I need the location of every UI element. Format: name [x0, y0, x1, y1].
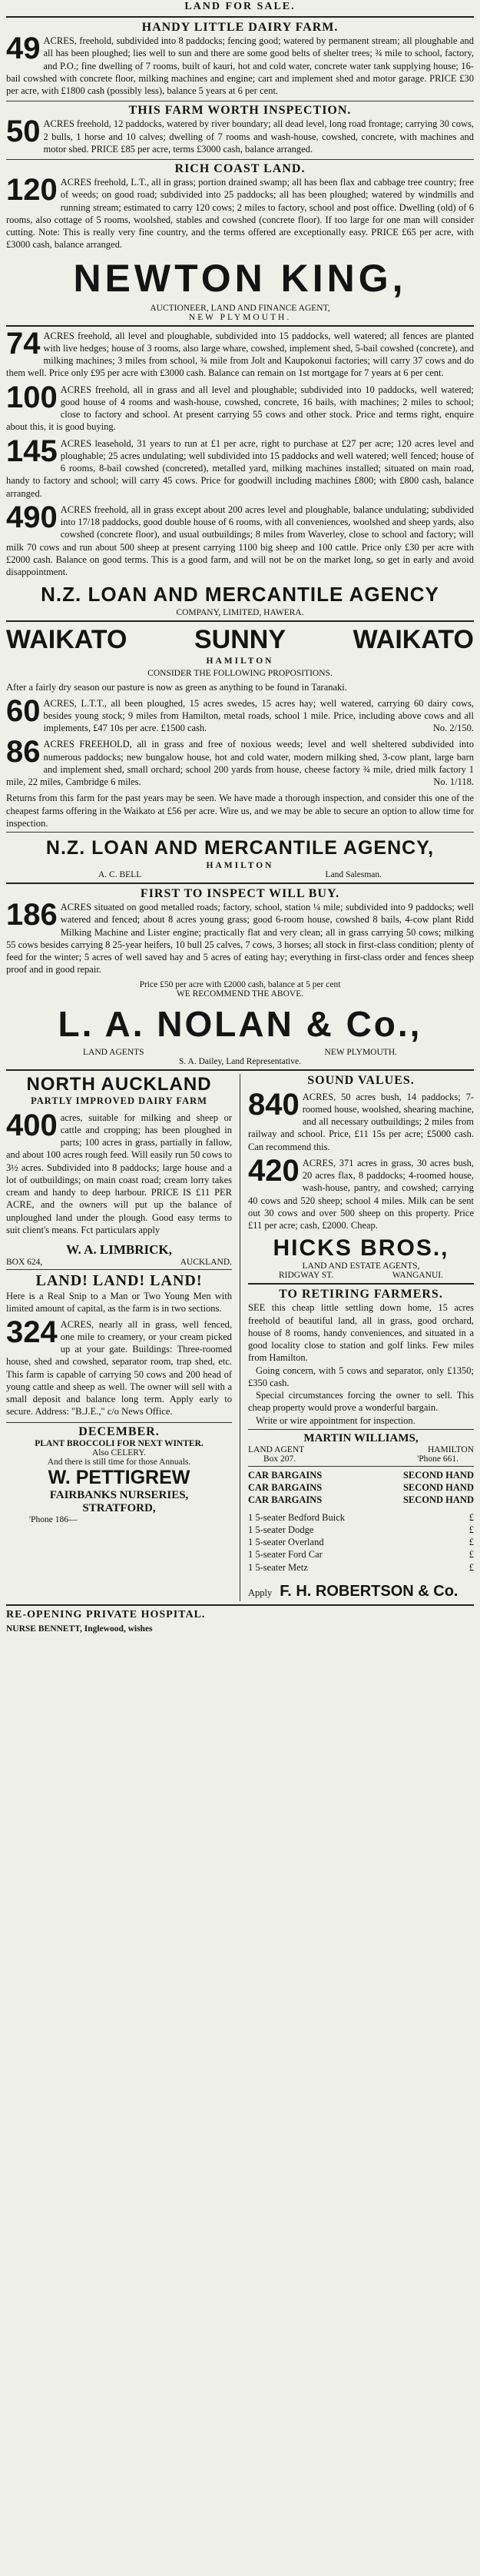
advertiser-line — [6, 1048, 474, 1057]
bargain-label: CAR BARGAINS — [248, 1469, 323, 1481]
left-column — [6, 1074, 232, 1601]
advertiser-town: WANGANUI. — [392, 1271, 443, 1281]
bargain-label: SECOND HAND — [402, 1482, 474, 1493]
lot-listing — [6, 115, 474, 155]
lot-listing — [6, 173, 474, 251]
car-price: £ — [468, 1524, 474, 1535]
ad-line: PLANT BROCCOLI FOR NEXT WINTER. — [35, 1438, 204, 1448]
divider — [6, 1069, 474, 1071]
ad-retiring — [248, 1288, 474, 1427]
ad-heading: SOUND VALUES. — [307, 1073, 415, 1087]
ad-title: NORTH AUCKLAND — [26, 1073, 212, 1095]
ad-closing: Returns from this farm for the past years may be seen. We have made a thorough inspection, and consider this one of the cheapest farms offering in the Waikato at £56 per acre. Wire us, and we may be able to secure an option to allow time for inspection. — [6, 793, 474, 829]
car-label: 1 5-seater Metz — [248, 1561, 308, 1573]
agent-city: AUCKLAND. — [180, 1258, 232, 1267]
ad-heading: RICH COAST LAND. — [174, 162, 306, 175]
lot-text: acres, suitable for milking and sheep or cattle and cropping; has been ploughed in parts; 100 acres in grass, partially in fallow, and about 100 acres rough feed. Will easily run 50 cows to 3½ acres. Subdivided into 8 paddocks; large house and a lot of outbuildings; on main coast road; cream lorry takes cream and handy to deep harbour. PRICE IS £11 PER ACRE, and the owners will put up the balance of unploughed land under the plough. Good easy terms to suit client's means. Fct particulars apply — [6, 1112, 232, 1235]
ad-line: And there is still time for those Annuals. — [47, 1457, 191, 1467]
lot-listing — [6, 500, 474, 579]
agent-address — [6, 1258, 232, 1267]
car-label: 1 5-seater Overland — [248, 1537, 324, 1547]
ad-heading: THIS FARM WORTH INSPECTION. — [128, 104, 352, 118]
ad-heading: RE-OPENING PRIVATE HOSPITAL. — [6, 1608, 206, 1620]
masthead: LAND FOR SALE. — [184, 1, 296, 12]
lot-number: 86 — [6, 735, 41, 769]
ad-worth-inspection — [6, 104, 474, 155]
ad-text — [248, 1301, 474, 1364]
lot-ref: No. 2/150. — [432, 723, 474, 733]
advertiser-contact — [248, 1454, 474, 1464]
ad-text: NURSE BENNETT, Inglewood, wishes — [6, 1624, 153, 1634]
advertiser-name: N.Z. LOAN AND MERCANTILE AGENCY, — [45, 837, 435, 859]
advertiser-name: MARTIN WILLIAMS, — [303, 1431, 419, 1444]
lot-text: ACRES FREEHOLD, all in grass and free of noxious weeds; level and well sheltered subdivided into numerous paddocks; new bungalow house, hot and cold water, modern milking shed, 3-cow plant, large barn and implement shed, small orchard; school 200 yards from house, cheese factory ¾ mile, dried milk factory 1 mile, 22 miles, Cambridge 6 miles. — [6, 739, 474, 787]
advertiser-phone: 'Phone 186— — [29, 1514, 78, 1524]
bargain-label: SECOND HAND — [402, 1469, 474, 1481]
lot-listing — [248, 1087, 474, 1153]
ad-heading: LAND! LAND! LAND! — [35, 1272, 203, 1289]
banner-word: WAIKATO — [353, 625, 474, 655]
advertiser-town: NEW PLYMOUTH. — [324, 1047, 397, 1057]
lot-number: 120 — [6, 173, 58, 207]
advertiser-role: LAND AGENT — [248, 1444, 305, 1454]
lot-text: ACRES, 50 acres bush, 14 paddocks; 7-roomed house, woolshed, shearing machine, and all necessary outbuildings; 2 miles from railway and school. Price, £11 15s per acre; £5000 cash. Can recommend this. — [248, 1091, 474, 1152]
lot-number: 50 — [6, 115, 41, 149]
banner-word: WAIKATO — [6, 625, 127, 655]
bargain-label: CAR BARGAINS — [248, 1494, 323, 1506]
divider — [248, 1466, 474, 1467]
advertiser-rep: S. A. Dailey, Land Representative. — [179, 1056, 301, 1066]
ad-martin-williams — [248, 1432, 474, 1464]
dealer-line — [248, 1581, 474, 1601]
agent-name: W. A. LIMBRICK, — [66, 1242, 172, 1257]
advertiser-name: NEWTON KING, — [73, 256, 407, 300]
lot-text: ACRES, 371 acres in grass, 30 acres bush, 20 acres flax, 8 paddocks; 4-roomed house, wash-house, pantry, and cowshed; carrying 40 cows and 520 sheep; school 4 miles. Milk can be sent out 30 cows and over 500 sheep on this property. Price £11 per acre; cash, £2000. Cheap. — [248, 1157, 474, 1231]
ad-hicks — [248, 1235, 474, 1280]
ad-intro: Here is a Real Snip to a Man or Two Young Men with limited amount of capital, as the farm is in two sections. — [6, 1291, 232, 1315]
car-price: £ — [468, 1549, 474, 1561]
advertiser-name: HICKS BROS., — [273, 1235, 449, 1261]
advertiser-firm: FAIRBANKS NURSERIES, — [49, 1488, 189, 1501]
dealer-name: F. H. ROBERTSON & Co. — [280, 1582, 458, 1600]
advertiser-town: HAMILTON — [427, 1444, 474, 1454]
ad-line: Also CELERY. — [91, 1448, 147, 1458]
advertiser-name: W. PETTIGREW — [48, 1466, 190, 1488]
ad-nz-loan-hamilton — [6, 837, 474, 879]
ad-heading: DECEMBER. — [78, 1424, 160, 1438]
car-line — [248, 1511, 474, 1524]
advertiser-address — [248, 1271, 474, 1280]
lot-text: ACRES leasehold, 31 years to run at £1 per acre, right to purchase at £27 per acre; 120 acres level and ploughable; 25 acres undulating; well subdivided into 15 paddocks and well watered; well fenced; house of 6 rooms, 8-bail cowshed (concreted), metalled yard, milking machines installed; situated on main road, handy to factory and school; will carry 45 cows. Price for goodwill including machines £800; with £800 cash, balance arranged. — [6, 437, 474, 499]
divider — [6, 882, 474, 884]
lot-listing — [6, 1108, 232, 1237]
ad-heading: HANDY LITTLE DAIRY FARM. — [141, 21, 339, 34]
lot-text: ACRES freehold, all in grass except about 200 acres level and ploughable, balance undulating; subdivided into 17/18 paddocks, good double house of 6 rooms, with all conveniences, woolshed and sheep yards, also cowshed (concrete floor), and usual outbuildings; 8 miles from Waverley, close to school and factory; will milk 70 cows and run about 500 sheep at present carrying 1100 big sheep and 100 cattle. Price only £30 per acre with £2000 cash. Balance on good terms. This is a good farm, and will not be on the market long, so get in early and avoid disappointment. — [6, 504, 474, 577]
lot-listing — [6, 898, 474, 976]
car-label: 1 5-seater Ford Car — [248, 1549, 323, 1561]
banner-word: SUNNY — [194, 625, 286, 655]
advertiser-agent — [6, 870, 474, 879]
divider — [6, 325, 474, 327]
lot-number: 490 — [6, 500, 58, 534]
divider — [248, 1283, 474, 1285]
lot-text: ACRES, nearly all in grass, well fenced, one mile to creamery, or your cream picked up at your gate. Buildings: Three-roomed house, shed and cowshed, separator room, trap shed, etc. This farm is capable of carrying 50 cows and 200 head of young cattle and sheep as well. The owner will sell with a small deposit and balance long term. Apply early to secure. Address: "B.J.E.," c/o News Office. — [6, 1318, 232, 1418]
lot-number: 186 — [6, 898, 58, 932]
lot-text: ACRES freehold, 12 paddocks, watered by river boundary; all dead level, long road frontage; carrying 30 cows, 2 bulls, 1 horse and 10 calves; dwelling of 7 rooms and wash-house, cowshed, concrete, with machines and motor shed. PRICE £85 per acre, terms £3000 cash, balance arranged. — [43, 118, 474, 155]
ad-rich-coast — [6, 162, 474, 251]
lot-number: 60 — [6, 693, 41, 728]
ad-car-bargains — [248, 1469, 474, 1601]
agent-name: A. C. BELL — [98, 870, 142, 879]
two-column-section — [6, 1074, 474, 1601]
bargain-line — [248, 1469, 474, 1481]
ad-dairy-farm — [6, 21, 474, 97]
ad-december — [6, 1425, 232, 1524]
advertiser-name: N.Z. LOAN AND MERCANTILE AGENCY — [41, 583, 439, 607]
ad-price: Price £50 per acre with £2000 cash, balance at 5 per cent — [139, 979, 341, 989]
ad-waikato — [6, 625, 474, 829]
newspaper-page — [0, 1, 480, 2576]
lot-number: 400 — [6, 1108, 58, 1142]
car-line — [248, 1561, 474, 1574]
lot-ref: No. 1/118. — [433, 776, 474, 787]
ad-paragraph: Going concern, with 5 cows and separator, only £1350; £350 cash. — [248, 1364, 474, 1388]
ad-heading: FIRST TO INSPECT WILL BUY. — [140, 887, 340, 900]
ad-hospital — [6, 1609, 474, 1634]
divider — [6, 1422, 232, 1423]
lot-number: 145 — [6, 434, 58, 468]
right-column — [248, 1074, 474, 1601]
lot-text: ACRES, freehold, subdivided into 8 paddocks; fencing good; watered by permanent stream; all ploughable and all has been ploughed; lies well to sun and there are some good belts of shelter trees; ¾ mile to school, factory, and P.O.; fine dwelling of 7 rooms, built of kauri, hot and cold water, concrete water tank supplying house; 16-bail cowshed with concrete floor, milking machines and engine; cart and implement shed and motor garage. PRICE £30 per acre, with £1800 cash (possibly less), balance 5 years at 6 per cent. — [6, 35, 474, 96]
lot-listing — [6, 326, 474, 380]
lot-listing — [6, 380, 474, 434]
car-line — [248, 1524, 474, 1536]
banner-place: HAMILTON — [206, 656, 274, 666]
lot-text: ACRES freehold, L.T., all in grass; portion drained swamp; all has been flax and cabbage tree country; free of weeds; on good road; subdivided into 25 paddocks; all has been ploughed; watered by windmills and running stream; estimated to carry 120 cows; 2 miles to factory, school and post office. Dwelling (old) of 6 rooms, also cottage of 5 rooms, woolshed, stables and cowshed (concrete floor). If too large for one man will consider cutting. Note: This is really very fine country, and the terms offered are exceptionally easy. PRICE £65 per acre, with £3000 cash, balance arranged. — [6, 177, 474, 251]
ad-paragraph: Special circumstances forcing the owner to sell. This cheap property would prove a wonderful bargain. — [248, 1390, 474, 1414]
advertiser-sub: COMPANY, LIMITED, HAWERA. — [176, 608, 304, 618]
waikato-banner — [6, 625, 474, 655]
advertiser-place: HAMILTON — [206, 861, 274, 870]
ad-land-land-land — [6, 1272, 232, 1418]
ad-recommend: WE RECOMMEND THE ABOVE. — [176, 989, 304, 999]
lot-number: 420 — [248, 1153, 300, 1188]
advertiser-street: RIDGWAY ST. — [279, 1271, 334, 1281]
ad-north-auckland — [6, 1074, 232, 1268]
car-price: £ — [468, 1511, 474, 1523]
lot-number: 324 — [6, 1315, 58, 1349]
car-price: £ — [468, 1537, 474, 1547]
divider — [6, 16, 474, 18]
advertiser-town: STRATFORD, — [82, 1501, 156, 1514]
ad-nolan — [6, 1003, 474, 1066]
lot-text: ACRES situated on good metalled roads; factory, school, station ¼ mile; subdivided into 9 paddocks; well watered and fenced; about 8 acres young grass; good 6-room house, cowshed 8 bails, 4-cow plant Ridd Milking Machine and Lister engine; practically flat and very clean; all in grass carrying 50 cows; milking 55 cows besides carrying 8 25-year heifers, 10 bull 25 calves, 7 cows, 3 horses; all stock in first-class condition; plenty of feed for the winter; 5 acres of well saved hay and 5 acres of eating hay; everything in first-class order and fences sheep proof and in good repair. — [6, 902, 474, 976]
ad-first-to-inspect — [6, 887, 474, 999]
ad-heading: TO RETIRING FARMERS. — [279, 1288, 443, 1301]
car-line — [248, 1536, 474, 1548]
ad-newton-king — [6, 256, 474, 322]
divider — [6, 832, 474, 833]
lot-listing — [6, 434, 474, 500]
bargain-label: CAR BARGAINS — [248, 1482, 323, 1493]
divider — [6, 1269, 232, 1270]
advertiser-name: L. A. NOLAN & Co., — [58, 1003, 422, 1044]
lot-listing — [6, 1315, 232, 1418]
lot-listing — [6, 735, 474, 788]
advertiser-box: Box 207. — [263, 1454, 296, 1464]
lot-number: 100 — [6, 380, 58, 414]
bargain-line — [248, 1494, 474, 1506]
lot-listing — [6, 32, 474, 97]
divider — [6, 1604, 474, 1606]
ad-nz-loan-hawera — [6, 326, 474, 618]
advertiser-town: NEW PLYMOUTH. — [188, 312, 292, 322]
bargain-line — [248, 1481, 474, 1494]
agent-box: BOX 624, — [6, 1258, 43, 1267]
lot-text: ACRES freehold, all in grass and all level and ploughable; subdivided into 10 paddocks, well watered; good house of 4 rooms and wash-house, cowshed, concrete, 16 bails, with machines; 2 miles to school; close to factory and school. At present carrying 55 cows and other stock. Price and terms right, enquire about this, it is good buying. — [6, 384, 474, 433]
divider — [6, 620, 474, 622]
advertiser-phone: 'Phone 661. — [417, 1454, 458, 1464]
agent-role: Land Salesman. — [325, 870, 382, 879]
car-label: 1 5-seater Bedford Buick — [248, 1511, 346, 1523]
advertiser-line — [248, 1445, 474, 1454]
lot-listing — [248, 1153, 474, 1232]
advertiser-sub: LAND AND ESTATE AGENTS, — [302, 1261, 420, 1271]
ad-paragraph: Write or wire appointment for inspection. — [256, 1414, 415, 1426]
lot-number: 840 — [248, 1087, 300, 1122]
lot-text: ACRES freehold, all level and ploughable, subdivided into 15 paddocks, well watered; all fences are planted with live hedges; house of 3 rooms, also large whare, cowshed, implement shed, 5-bail cowshed (concrete), and milking machines; 3 miles from school, ¾ mile from Jolt and Kaupokonui factories; will carry 37 cows and do them well. Price only £95 per acre with £3000 cash. Balance can remain on 1st mortgage for 7 years at 6 per cent. — [6, 330, 474, 379]
lot-number: 49 — [6, 32, 41, 65]
divider — [248, 1429, 474, 1430]
car-label: 1 5-seater Dodge — [248, 1524, 314, 1535]
ad-sound-values — [248, 1074, 474, 1232]
advertiser-line: AUCTIONEER, LAND AND FINANCE AGENT, — [150, 303, 330, 313]
lot-number: 74 — [6, 326, 41, 361]
bargain-label: SECOND HAND — [402, 1494, 474, 1506]
car-line — [248, 1548, 474, 1561]
ad-subtitle: PARTLY IMPROVED DAIRY FARM — [31, 1095, 207, 1106]
apply-label: Apply — [248, 1587, 273, 1598]
advertiser-role: LAND AGENTS — [83, 1047, 144, 1057]
ad-intro: After a fairly dry season our pasture is now as green as anything to be found in Taranaki. — [6, 682, 347, 693]
ad-subheading: CONSIDER THE FOLLOWING PROPOSITIONS. — [147, 669, 333, 679]
car-price: £ — [468, 1561, 474, 1573]
ad-paragraph: SEE this cheap little settling down home, 15 acres freehold of beautiful land, all in grass, good orchard, house of 8 rooms, handy conveniences, and situated in a good locality close to station and golf links. Few miles from Hamilton. — [248, 1302, 474, 1364]
lot-listing — [6, 693, 474, 735]
divider — [6, 159, 474, 160]
lot-text: ACRES, L.T.T., all been ploughed, 15 acres swedes, 15 acres hay; well watered, carrying 60 dairy cows, besides young stock; 9 miles from Hamilton, metal roads, school 1 mile. Price, including above cows and all implements, £47 10s per acre. £1500 cash. — [43, 697, 474, 733]
